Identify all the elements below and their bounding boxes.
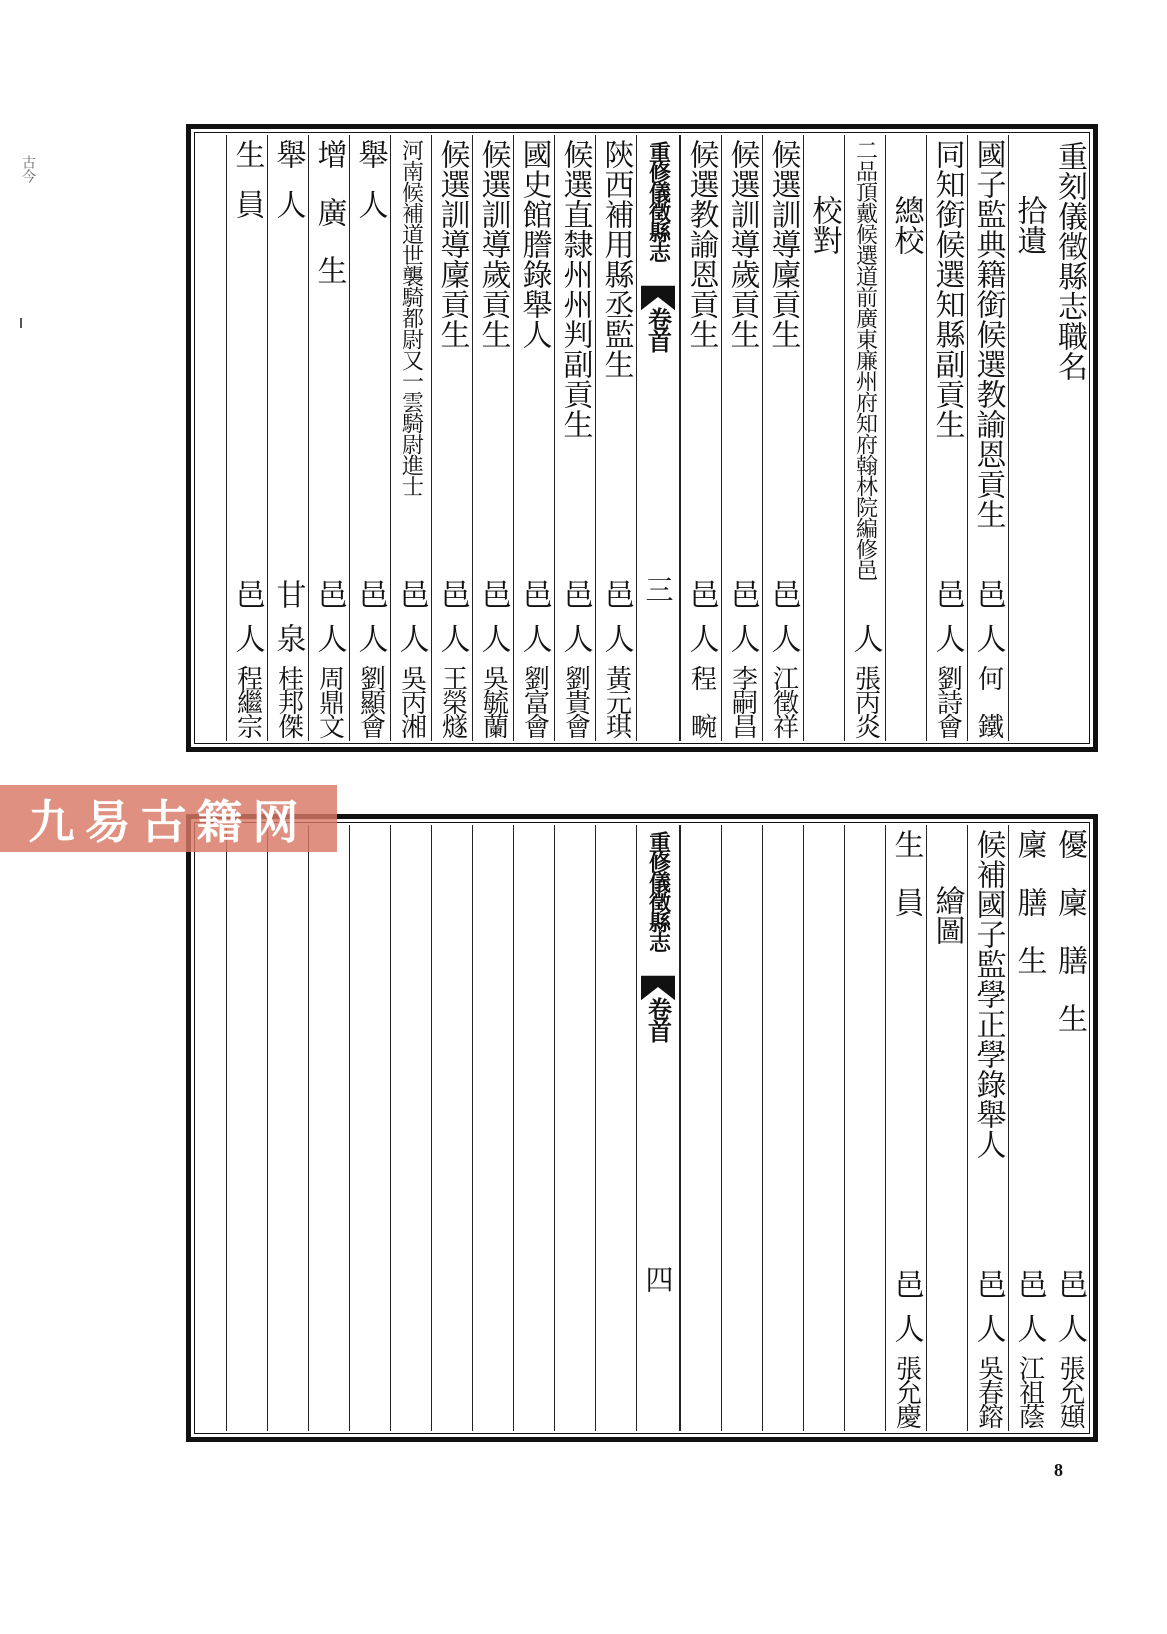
center-fold-column xyxy=(636,825,680,1431)
leaf-number-text: 三 xyxy=(641,575,675,603)
person-name-text: 張丙炎 xyxy=(850,665,881,737)
center-fold-column xyxy=(636,135,680,741)
person-name-text: 劉貴會 xyxy=(560,665,591,737)
leaf-number-text: 四 xyxy=(641,1265,675,1293)
text-column xyxy=(967,825,1008,1431)
place-char: 甘 xyxy=(270,579,306,609)
place-marker xyxy=(596,579,636,609)
name-prefix xyxy=(886,1313,926,1343)
place-char: 邑 xyxy=(516,579,552,609)
juan-label xyxy=(637,307,679,351)
place-marker xyxy=(473,579,513,609)
text-column xyxy=(967,135,1008,741)
name-prefix xyxy=(845,623,885,653)
place-char: 邑 xyxy=(888,1269,924,1299)
person-name xyxy=(1009,1355,1049,1427)
name-prefix-char: 人 xyxy=(1052,1313,1087,1343)
place-char: 邑 xyxy=(683,579,719,609)
book-title xyxy=(637,141,679,261)
text-column xyxy=(1049,135,1090,741)
place-marker xyxy=(432,579,472,609)
column-text: 舉人 xyxy=(270,139,306,239)
column-text: 二品頂戴候選道前廣東廉州府知府翰林院編修邑 xyxy=(852,139,878,580)
empty-column xyxy=(680,825,721,1431)
person-name-text: 程繼宗 xyxy=(232,665,263,737)
name-prefix xyxy=(432,623,472,653)
name-prefix-char: 人 xyxy=(929,623,965,653)
empty-column xyxy=(762,825,803,1431)
top-page-panel xyxy=(186,124,1098,752)
name-prefix-char: 人 xyxy=(229,623,265,653)
place-char: 邑 xyxy=(311,579,347,609)
column-text: 優廩膳生 xyxy=(1052,829,1087,1061)
name-prefix-char: 人 xyxy=(888,1313,924,1343)
empty-column xyxy=(554,825,595,1431)
column-text: 候選教諭恩貢生 xyxy=(683,139,719,349)
text-column xyxy=(431,135,472,741)
column-text: 國史館謄錄舉人 xyxy=(516,139,552,349)
place-char: 邑 xyxy=(352,579,388,609)
empty-column xyxy=(472,825,513,1431)
column-text: 重刻儀徵縣志職名 xyxy=(1052,141,1087,381)
place-char: 邑 xyxy=(475,579,511,609)
person-name xyxy=(596,665,636,737)
person-name xyxy=(350,665,390,737)
watermark-text: 九易古籍网 xyxy=(28,794,309,849)
column-text: 增廣生 xyxy=(311,139,347,313)
column-text: 候選直隸州州判副貢生 xyxy=(557,139,593,439)
leaf-number xyxy=(637,575,679,603)
empty-column xyxy=(513,825,554,1431)
column-text: 候補國子監學正學錄舉人 xyxy=(970,829,1006,1159)
name-prefix-char: 人 xyxy=(516,623,552,653)
empty-column xyxy=(844,825,885,1431)
bottom-page-panel xyxy=(186,814,1098,1442)
person-name xyxy=(886,1355,926,1427)
column-text: 候選訓導歲貢生 xyxy=(724,139,760,349)
column-text: 廩膳生 xyxy=(1011,829,1047,1003)
empty-column xyxy=(390,825,431,1431)
person-name-text: 劉詩會 xyxy=(932,665,963,737)
column-text: 國子監典籍銜候選教諭恩貢生 xyxy=(970,139,1006,529)
place-char: 邑 xyxy=(970,579,1006,609)
text-column xyxy=(595,135,636,741)
text-column xyxy=(472,135,513,741)
name-prefix xyxy=(681,623,721,653)
place-char: 邑 xyxy=(229,579,265,609)
text-column xyxy=(803,135,844,741)
name-prefix xyxy=(309,623,349,653)
name-prefix-char: 人 xyxy=(970,1313,1006,1343)
place-char: 邑 xyxy=(393,579,429,609)
person-name xyxy=(473,665,513,737)
name-prefix-char: 泉 xyxy=(270,623,306,653)
place-char: 邑 xyxy=(765,579,801,609)
column-text: 候選訓導廩貢生 xyxy=(434,139,470,349)
person-name xyxy=(309,665,349,737)
place-marker xyxy=(886,1269,926,1299)
name-prefix xyxy=(968,1313,1008,1343)
text-column xyxy=(1049,825,1090,1431)
column-text: 河南候補道世襲騎都尉又一雲騎尉進士 xyxy=(398,139,424,496)
name-prefix xyxy=(268,623,308,653)
empty-column xyxy=(308,825,349,1431)
place-marker xyxy=(268,579,308,609)
empty-column xyxy=(267,825,308,1431)
name-prefix-char: 人 xyxy=(311,623,347,653)
place-marker xyxy=(968,579,1008,609)
name-prefix-char: 人 xyxy=(557,623,593,653)
text-column xyxy=(267,135,308,741)
name-prefix xyxy=(391,623,431,653)
juan-label xyxy=(637,997,679,1041)
name-prefix xyxy=(722,623,762,653)
person-name xyxy=(763,665,803,737)
person-name-text: 桂邦傑 xyxy=(273,665,304,737)
person-name xyxy=(968,1355,1008,1427)
name-prefix-char: 人 xyxy=(847,623,883,653)
person-name-text: 吳丙湘 xyxy=(396,665,427,737)
text-column xyxy=(926,825,967,1431)
place-char: 邑 xyxy=(970,1269,1006,1299)
text-column xyxy=(926,135,967,741)
empty-column xyxy=(721,825,762,1431)
person-name xyxy=(514,665,554,737)
text-column xyxy=(513,135,554,741)
name-prefix xyxy=(596,623,636,653)
place-char: 邑 xyxy=(434,579,470,609)
person-name xyxy=(845,665,885,737)
place-char: 邑 xyxy=(557,579,593,609)
place-marker xyxy=(1009,1269,1049,1299)
person-name-text: 劉顯會 xyxy=(355,665,386,737)
person-name-text: 何 鐵 xyxy=(973,665,1004,737)
name-prefix xyxy=(968,623,1008,653)
person-name-text: 劉富會 xyxy=(519,665,550,737)
person-name xyxy=(391,665,431,737)
place-marker xyxy=(722,579,762,609)
place-marker xyxy=(391,579,431,609)
name-prefix-char: 人 xyxy=(683,623,719,653)
place-char: 邑 xyxy=(724,579,760,609)
name-prefix xyxy=(473,623,513,653)
person-name-text: 江徵祥 xyxy=(768,665,799,737)
name-prefix-char: 人 xyxy=(970,623,1006,653)
column-text: 候選訓導廩貢生 xyxy=(765,139,801,349)
text-column xyxy=(721,135,762,741)
person-name xyxy=(722,665,762,737)
person-name-text: 吳春鎔 xyxy=(973,1355,1004,1427)
column-text: 繪圖 xyxy=(929,885,965,945)
empty-column xyxy=(431,825,472,1431)
text-column xyxy=(762,135,803,741)
name-prefix xyxy=(1049,1313,1090,1343)
name-prefix-char: 人 xyxy=(393,623,429,653)
name-prefix xyxy=(1009,1313,1049,1343)
column-text: 陝西補用縣丞監生 xyxy=(598,139,634,379)
name-prefix xyxy=(763,623,803,653)
margin-mark: 古今 xyxy=(20,155,36,183)
name-prefix-char: 人 xyxy=(1011,1313,1047,1343)
name-prefix-char: 人 xyxy=(598,623,634,653)
column-text: 生員 xyxy=(888,829,924,945)
person-name xyxy=(681,665,721,737)
person-name-text: 王榮燧 xyxy=(437,665,468,737)
person-name xyxy=(927,665,967,737)
place-marker xyxy=(1049,1269,1090,1299)
margin-dot xyxy=(20,318,22,328)
place-marker xyxy=(350,579,390,609)
person-name-text: 程 畹 xyxy=(686,665,717,737)
place-marker xyxy=(309,579,349,609)
person-name xyxy=(227,665,267,737)
name-prefix xyxy=(227,623,267,653)
person-name xyxy=(1049,1355,1090,1427)
empty-column xyxy=(803,825,844,1431)
person-name-text: 江祖蔭 xyxy=(1014,1355,1045,1427)
person-name xyxy=(968,665,1008,737)
person-name-text: 張允慶 xyxy=(891,1355,922,1427)
text-column xyxy=(1008,135,1049,741)
text-column xyxy=(308,135,349,741)
person-name xyxy=(555,665,595,737)
place-char: 邑 xyxy=(929,579,965,609)
place-char: 邑 xyxy=(598,579,634,609)
name-prefix xyxy=(350,623,390,653)
column-text: 同知銜候選知縣副貢生 xyxy=(929,139,965,439)
empty-column xyxy=(595,825,636,1431)
place-char: 邑 xyxy=(1011,1269,1047,1299)
book-title xyxy=(637,831,679,951)
column-text: 生員 xyxy=(229,139,265,239)
name-prefix-char: 人 xyxy=(352,623,388,653)
person-name-text: 黃元琪 xyxy=(601,665,632,737)
place-marker xyxy=(555,579,595,609)
empty-column xyxy=(349,825,390,1431)
name-prefix xyxy=(927,623,967,653)
text-column xyxy=(390,135,431,741)
text-column xyxy=(226,135,267,741)
text-column xyxy=(885,825,926,1431)
place-marker xyxy=(968,1269,1008,1299)
text-column xyxy=(554,135,595,741)
person-name xyxy=(268,665,308,737)
place-char: 邑 xyxy=(1052,1269,1087,1299)
column-text: 總校 xyxy=(888,195,924,255)
place-marker xyxy=(763,579,803,609)
person-name-text: 吳毓蘭 xyxy=(478,665,509,737)
leaf-number xyxy=(637,1265,679,1293)
name-prefix-char: 人 xyxy=(765,623,801,653)
name-prefix-char: 人 xyxy=(724,623,760,653)
watermark-banner xyxy=(0,785,337,852)
text-column xyxy=(349,135,390,741)
page-number: 8 xyxy=(1054,1460,1063,1480)
text-column xyxy=(844,135,885,741)
empty-column xyxy=(226,825,267,1431)
person-name-text: 張允頲 xyxy=(1055,1355,1085,1427)
column-text: 舉人 xyxy=(352,139,388,239)
place-marker xyxy=(227,579,267,609)
place-marker xyxy=(514,579,554,609)
book-title-text: 重修儀徵縣志 xyxy=(645,831,672,951)
person-name-text: 李嗣昌 xyxy=(727,665,758,737)
text-column xyxy=(885,135,926,741)
juan-text: 卷首 xyxy=(643,307,673,351)
text-column xyxy=(680,135,721,741)
book-title-text: 重修儀徵縣志 xyxy=(645,141,672,261)
person-name-text: 周鼎文 xyxy=(314,665,345,737)
name-prefix xyxy=(555,623,595,653)
column-text: 拾遺 xyxy=(1011,195,1047,255)
name-prefix-char: 人 xyxy=(475,623,511,653)
person-name xyxy=(432,665,472,737)
column-text: 候選訓導歲貢生 xyxy=(475,139,511,349)
place-marker xyxy=(927,579,967,609)
juan-text: 卷首 xyxy=(643,997,673,1041)
text-column xyxy=(1008,825,1049,1431)
name-prefix-char: 人 xyxy=(434,623,470,653)
name-prefix xyxy=(514,623,554,653)
place-marker xyxy=(681,579,721,609)
column-text: 校對 xyxy=(806,195,842,255)
